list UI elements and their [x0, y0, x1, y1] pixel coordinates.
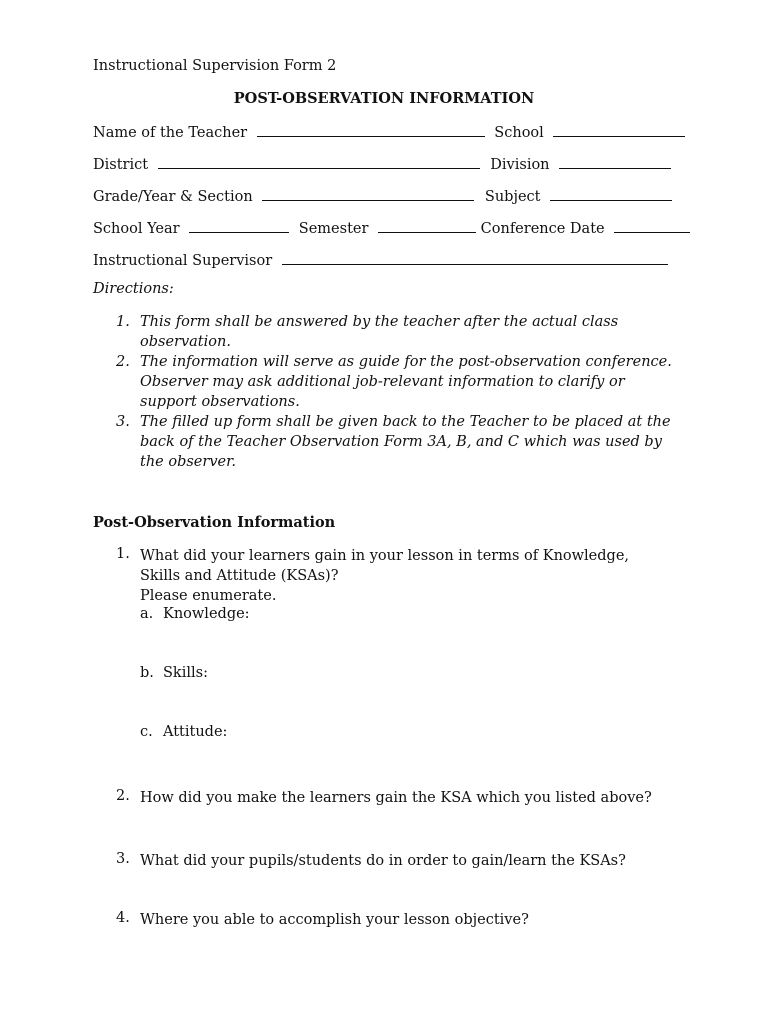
question-number: 4. — [116, 910, 130, 926]
supervisor-label: Instructional Supervisor — [93, 253, 273, 269]
question-text: How did you make the learners gain the KSA which you listed above? — [140, 790, 652, 806]
school-year-label: School Year — [93, 221, 180, 237]
school-label: School — [494, 125, 544, 141]
row-supervisor — [93, 250, 668, 270]
semester-label: Semester — [298, 221, 369, 237]
question-number: 1. — [116, 546, 130, 562]
directions-list — [116, 312, 676, 472]
row-year-semester-date — [93, 218, 690, 238]
conference-date-label: Conference Date — [480, 221, 605, 237]
question-text-line: Skills and Attitude (KSAs)? — [140, 568, 339, 584]
attitude-label: Attitude: — [163, 724, 228, 740]
question-text-line: What did your learners gain in your lesson in terms of Knowledge, — [140, 548, 630, 564]
row-grade-subject — [93, 186, 672, 206]
direction-item — [116, 412, 676, 472]
form-title: POST-OBSERVATION INFORMATION — [233, 90, 535, 107]
question-number: 3. — [116, 851, 130, 867]
question-text: Where you able to accomplish your lesson objective? — [140, 912, 529, 928]
grade-blank[interactable] — [262, 186, 474, 201]
semester-blank[interactable] — [378, 218, 476, 233]
direction-text: The information will serve as guide for the post-observation conference. Observer may ask additional job-relevant information to clarify or support observations. — [140, 354, 672, 410]
district-label: District — [93, 157, 149, 173]
direction-number: 3. — [116, 414, 130, 430]
direction-text: The filled up form shall be given back to the Teacher to be placed at the back of the Teacher Observation Form 3A, B, and C which was used by the observer. — [140, 414, 671, 470]
teacher-label: Name of the Teacher — [93, 125, 248, 141]
direction-number: 1. — [116, 314, 130, 330]
teacher-name-blank[interactable] — [257, 122, 485, 137]
conference-date-blank[interactable] — [614, 218, 690, 233]
district-blank[interactable] — [158, 154, 480, 169]
skills-label: Skills: — [163, 665, 208, 681]
division-label: Division — [490, 157, 550, 173]
row-teacher-school — [93, 122, 685, 142]
direction-item — [116, 312, 676, 352]
direction-text: This form shall be answered by the teacher after the actual class observation. — [140, 314, 619, 350]
supervisor-blank[interactable] — [282, 250, 668, 265]
school-year-blank[interactable] — [189, 218, 289, 233]
directions-label: Directions: — [93, 281, 174, 297]
school-blank[interactable] — [553, 122, 685, 137]
direction-number: 2. — [116, 354, 130, 370]
row-district-division — [93, 154, 671, 174]
knowledge-label: Knowledge: — [163, 606, 250, 622]
subject-blank[interactable] — [550, 186, 672, 201]
sub-letter: a. — [140, 606, 154, 622]
form-header: Instructional Supervision Form 2 — [93, 58, 337, 74]
subject-label: Subject — [484, 189, 541, 205]
question-text: What did your pupils/students do in order to gain/learn the KSAs? — [140, 853, 626, 869]
section-title: Post-Observation Information — [93, 514, 336, 531]
direction-item — [116, 352, 676, 412]
question-text-line: Please enumerate. — [140, 588, 277, 604]
sub-letter: b. — [140, 665, 154, 681]
question-number: 2. — [116, 788, 130, 804]
grade-label: Grade/Year & Section — [93, 189, 253, 205]
division-blank[interactable] — [559, 154, 671, 169]
sub-letter: c. — [140, 724, 153, 740]
